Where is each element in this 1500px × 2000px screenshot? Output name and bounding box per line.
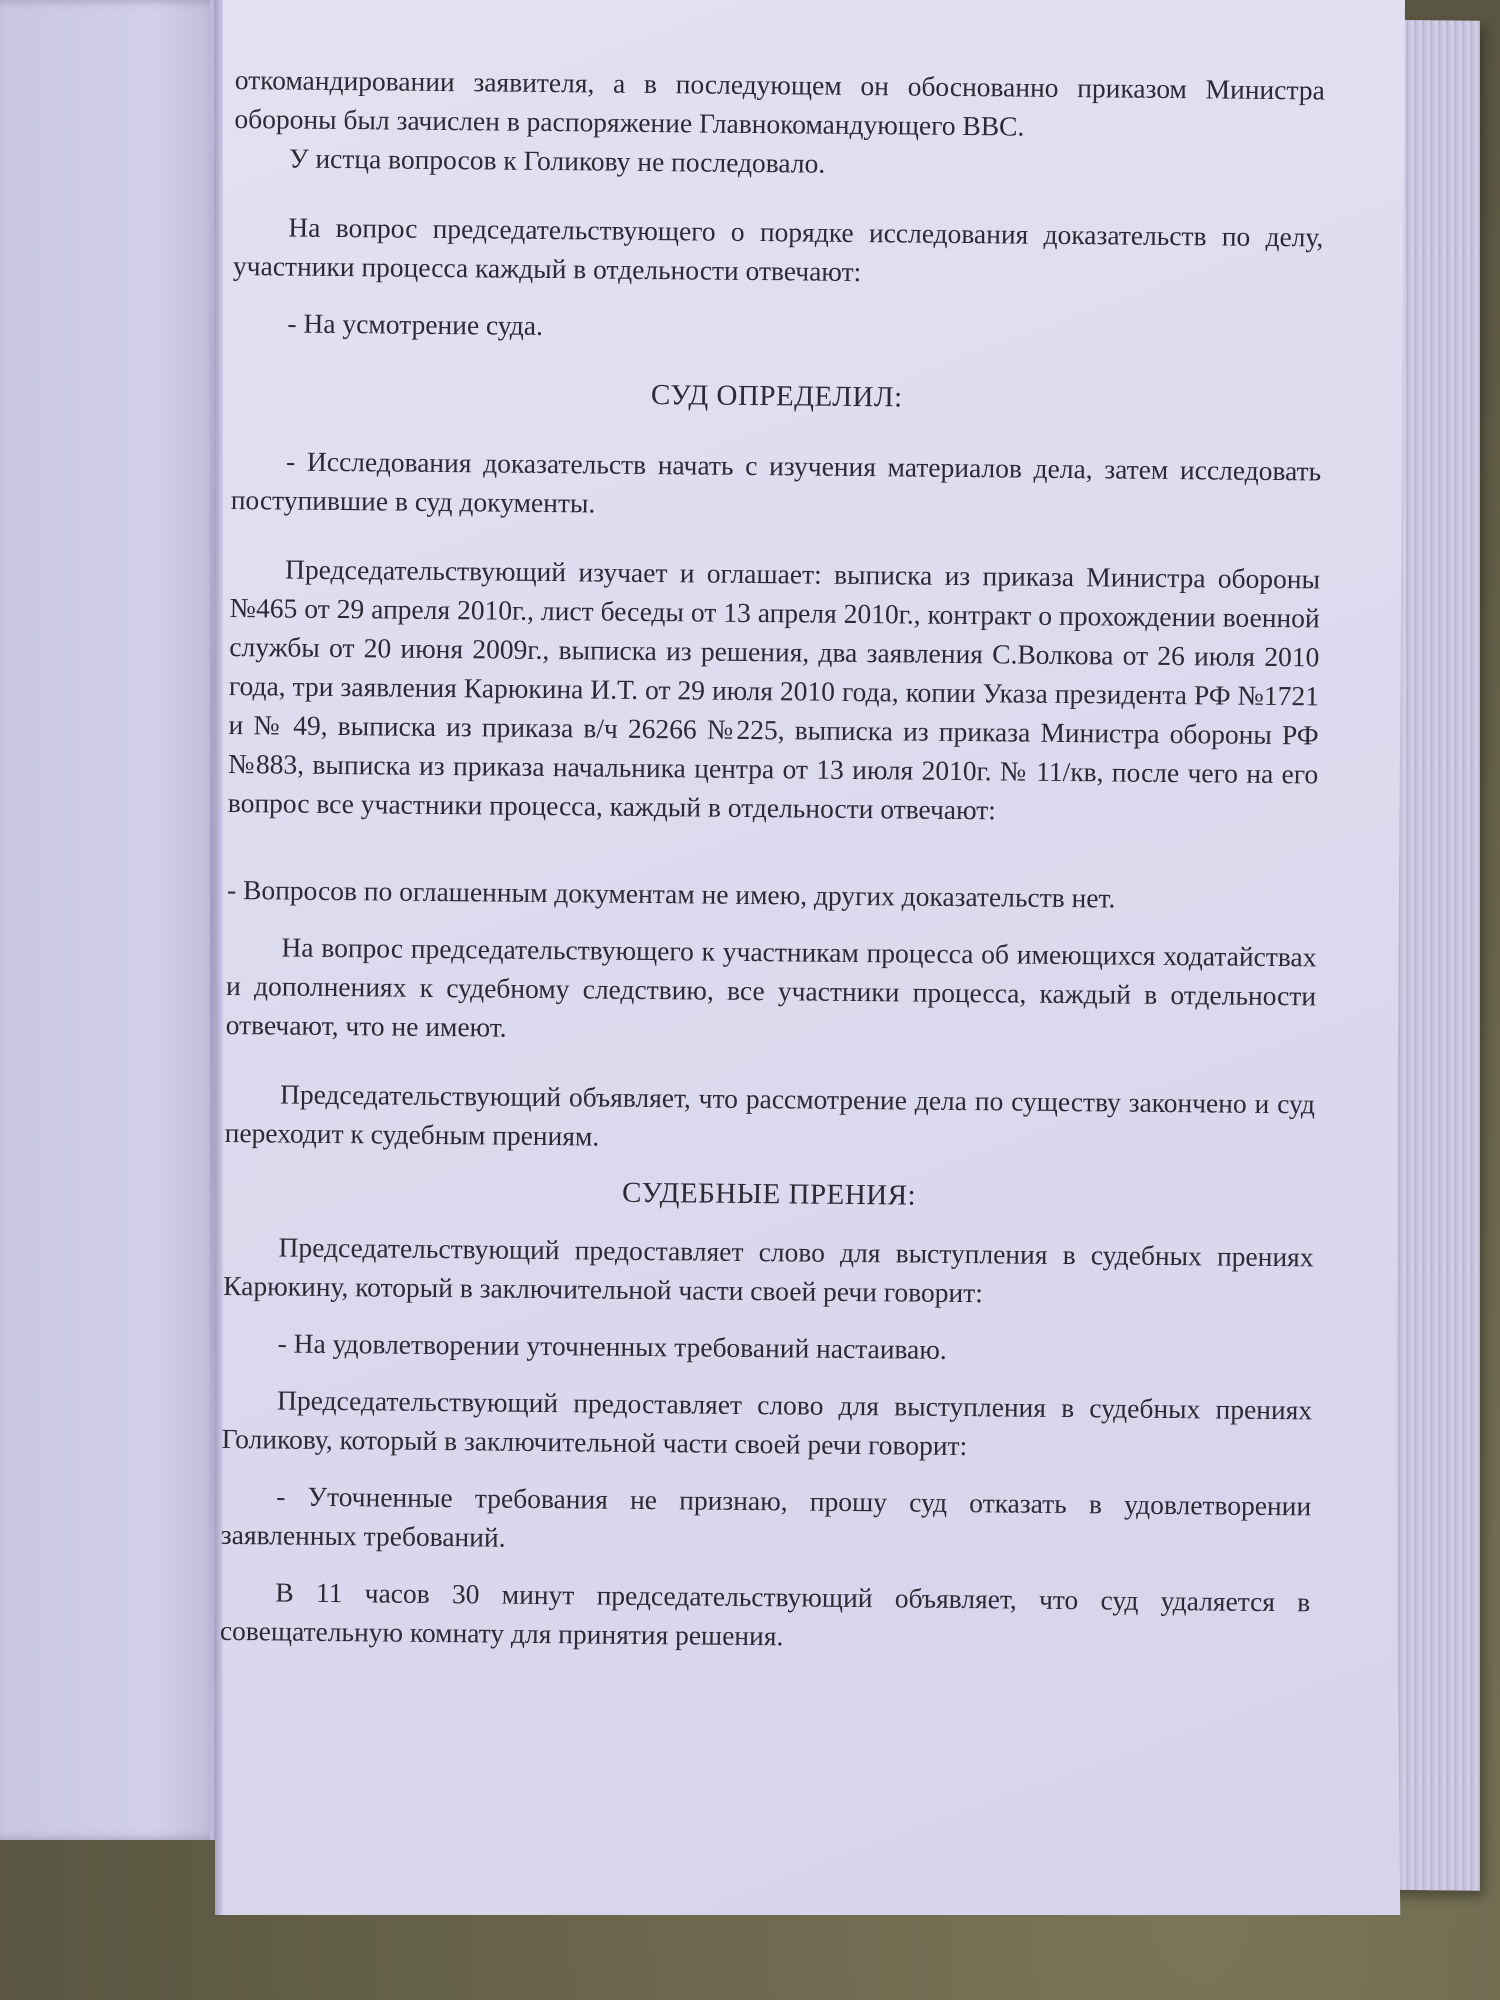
paragraph-2: У истца вопросов к Голикову не последовало. xyxy=(288,142,826,179)
paragraph-6: Председательствующий изучает и оглашает: выписка из приказа Министра обороны №465 от 29 апреля 2010г., лист беседы от 13 апреля 2010г., контракт о прохождении военной службы от 20 июня 2009г., выписка из решения, два заявления С.Волкова от 26 июля 2010 года, три заявления Карюкина И.Т. от 29 июля 2010 года, копии Указа президента РФ №1721 и № 49, выписка из приказа в/ч 26266 №225, выписка из приказа Министра обороны РФ №883, выписка из приказа начальника центра от 13 июля 2010г. № 11/кв, после чего на его вопрос все участники процесса, каждый в отдельности отвечают: xyxy=(227,553,1321,826)
left-page xyxy=(0,0,222,1840)
paragraph-8: На вопрос председательствующего к участникам процесса об имеющихся ходатайствах и дополнениях к судебному следствию, все участники процесса, каждый в отдельности отвечают, что не имеют. xyxy=(225,931,1317,1043)
paragraph-4: - На усмотрение суда. xyxy=(287,307,544,341)
document-text xyxy=(220,60,1325,1660)
heading-court-debates: СУДЕБНЫЕ ПРЕНИЯ: xyxy=(621,1176,917,1212)
paragraph-10: Председательствующий предоставляет слово для выступления в судебных прениях Карюкину, который в заключительной части своей речи говорит: xyxy=(223,1231,1314,1309)
heading-court-ruled: СУД ОПРЕДЕЛИЛ: xyxy=(650,379,903,414)
paragraph-5: - Исследования доказательств начать с изучения материалов дела, затем исследовать поступившие в суд документы. xyxy=(230,445,1322,519)
paragraph-3: На вопрос председательствующего о порядке исследования доказательств по делу, участники процесса каждый в отдельности отвечают: xyxy=(232,211,1324,288)
paragraph-12: Председательствующий предоставляет слово для выступления в судебных прениях Голикову, который в заключительной части своей речи говорит: xyxy=(221,1384,1313,1462)
paragraph-14: В 11 часов 30 минут председательствующий объявляет, что суд удаляется в совещательную комнату для принятия решения. xyxy=(219,1576,1311,1652)
paragraph-1: откомандировании заявителя, а в последующем он обоснованно приказом Министра обороны был зачислен в распоряжение Главнокомандующего ВВС. xyxy=(234,63,1325,142)
paragraph-9: Председательствующий объявляет, что рассмотрение дела по существу закончено и суд переходит к судебным прениям. xyxy=(224,1078,1316,1152)
paragraph-13: - Уточненные требования не признаю, прошу суд отказать в удовлетворении заявленных требований. xyxy=(220,1480,1312,1553)
paragraph-7: - Вопросов по оглашенным документам не имею, других доказательств нет. xyxy=(226,873,1116,914)
paragraph-11: - На удовлетворении уточненных требований настаиваю. xyxy=(277,1327,947,1365)
